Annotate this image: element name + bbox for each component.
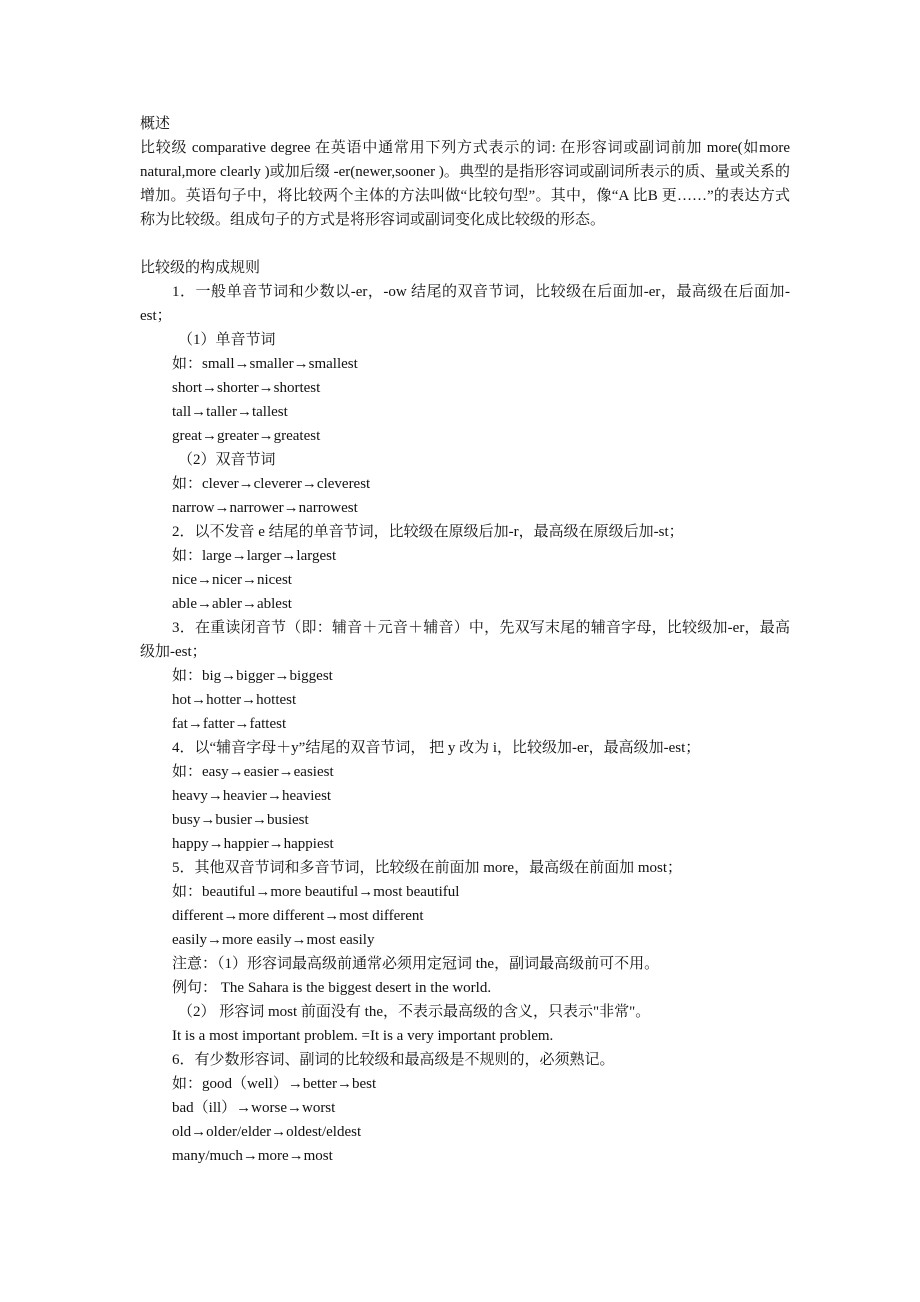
example-line: narrow→narrower→narrowest	[172, 500, 358, 516]
note-2: （2） 形容词 most 前面没有 the，不表示最高级的含义，只表示"非常"。	[178, 1004, 651, 1020]
rule-6: 6．有少数形容词、副词的比较级和最高级是不规则的，必须熟记。	[172, 1052, 615, 1068]
example-line: different→more different→most different	[172, 908, 424, 924]
example-line: 如：easy→easier→easiest	[172, 764, 334, 780]
overview-paragraph: 比较级 comparative degree 在英语中通常用下列方式表示的词: 在形容词或副词前加 more(如more natural,more clearly )或加后缀 -er(newer,sooner )。典型的是指形容词或副词所表示的质、量或关系的增加。英语句子中，将比较两个主体的方法叫做“比较句型”。其中，像“A 比B 更……”的表达方式称为比较级。组成句子的方式是将形容词或副词变化成比较级的形态。	[140, 140, 790, 228]
example-line: nice→nicer→nicest	[172, 572, 292, 588]
rule-1: 1．一般单音节词和少数以-er，-ow 结尾的双音节词，比较级在后面加-er，最高级在后面加-est；	[140, 284, 790, 324]
example-sentence: 例句： The Sahara is the biggest desert in the world.	[172, 980, 492, 996]
example-line: happy→happier→happiest	[172, 836, 334, 852]
example-line: old→older/elder→oldest/eldest	[172, 1124, 362, 1140]
sub-label-disyllabic: （2）双音节词	[178, 452, 276, 468]
example-line: many/much→more→most	[172, 1148, 333, 1164]
example-line: 如：big→bigger→biggest	[172, 668, 333, 684]
note-2-example: It is a most important problem. =It is a very important problem.	[172, 1028, 554, 1044]
example-line: 如：good（well）→better→best	[172, 1076, 377, 1092]
example-line: 如：clever→cleverer→cleverest	[172, 476, 371, 492]
rule-5: 5．其他双音节词和多音节词，比较级在前面加 more，最高级在前面加 most；	[172, 860, 682, 876]
rule-2: 2．以不发音 e 结尾的单音节词，比较级在原级后加-r，最高级在原级后加-st；	[172, 524, 684, 540]
example-line: heavy→heavier→heaviest	[172, 788, 332, 804]
example-line: 如：small→smaller→smallest	[172, 356, 358, 372]
example-line: busy→busier→busiest	[172, 812, 309, 828]
example-line: fat→fatter→fattest	[172, 716, 287, 732]
example-line: hot→hotter→hottest	[172, 692, 297, 708]
rule-3: 3．在重读闭音节（即：辅音＋元音＋辅音）中，先双写末尾的辅音字母，比较级加-er，最高级加-est；	[140, 620, 790, 660]
example-line: great→greater→greatest	[172, 428, 321, 444]
blank-line	[140, 232, 790, 256]
example-line: tall→taller→tallest	[172, 404, 288, 420]
document-body	[140, 112, 790, 1168]
example-line: 如：large→larger→largest	[172, 548, 337, 564]
note-1: 注意：（1）形容词最高级前通常必须用定冠词 the，副词最高级前可不用。	[172, 956, 660, 972]
sub-label-monosyllabic: （1）单音节词	[178, 332, 276, 348]
overview-heading: 概述	[140, 116, 171, 132]
example-line: 如：beautiful→more beautiful→most beautiful	[172, 884, 460, 900]
example-line: able→abler→ablest	[172, 596, 292, 612]
example-line: easily→more easily→most easily	[172, 932, 375, 948]
example-line: bad（ill）→worse→worst	[172, 1100, 336, 1116]
rules-heading: 比较级的构成规则	[140, 260, 261, 276]
rule-4: 4．以“辅音字母＋y”结尾的双音节词， 把 y 改为 i，比较级加-er，最高级加-est；	[172, 740, 701, 756]
example-line: short→shorter→shortest	[172, 380, 321, 396]
